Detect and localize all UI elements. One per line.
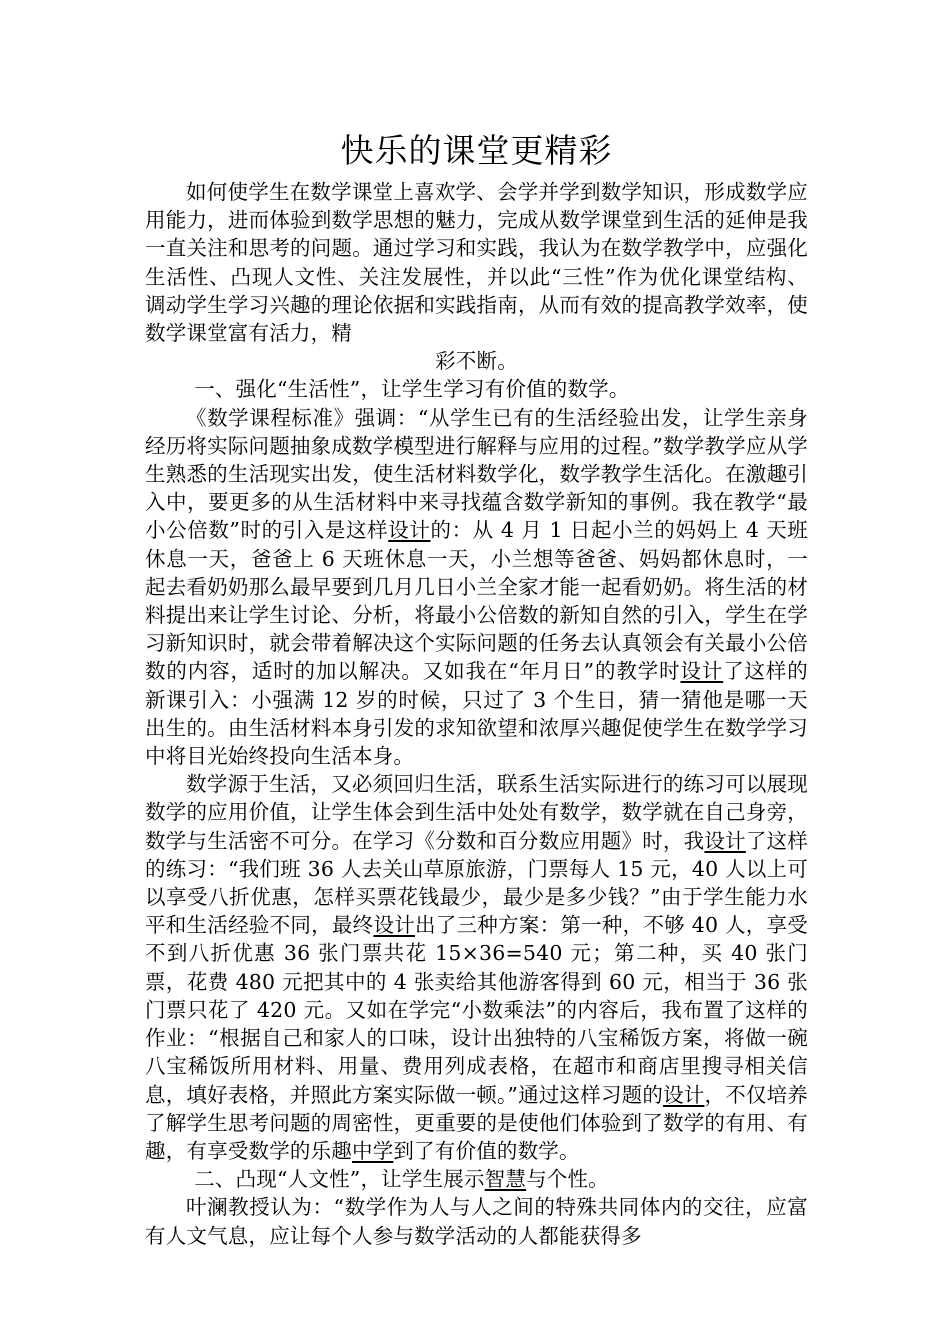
design-link[interactable]: 设计	[680, 659, 724, 684]
section-1-paragraph-2	[145, 770, 808, 1165]
intro-paragraph-tail: 彩不断。	[435, 349, 518, 374]
document-page	[145, 130, 808, 1250]
design-link[interactable]: 设计	[704, 828, 746, 853]
intro-body: 如何使学生在数学课堂上喜欢学、会学并学到数学知识，形成数学应用能力，进而体验到数学思想的魅力，完成从数学课堂到生活的延伸是我一直关注和思考的问题。通过学习和实践，我认为在数学教学中，应强化生活性、凸现人文性、关注发展性，并以此“三性”作为优化课堂结构、调动学生学习兴趣的理论依据和实践指南，从而有效的提高教学效率，使数学课堂富有活力，精	[145, 180, 808, 346]
design-link[interactable]: 设计	[373, 913, 415, 938]
text-run: 二、凸现“人文性”，让学生展示	[194, 1167, 485, 1192]
section-1-heading: 一、强化“生活性”，让学生学习有价值的数学。	[194, 377, 630, 402]
wisdom-link[interactable]: 智慧	[484, 1167, 527, 1192]
text-run: 与个性。	[526, 1167, 609, 1192]
text-run: ，不仅培养了解学生思考问题的周密性，更重要的是使他们体验到了数学的有用、有趣，有享受数学的乐趣	[145, 1082, 809, 1163]
intro-paragraph	[145, 178, 808, 347]
text-run: 了这样的新课引入：小强满 12 岁的时候，只过了 3 个生日，猜一猜他是哪一天出生的。由生活材料本身引发的求知欲望和浓厚兴趣促使学生在数学学习中将目光始终投向生活本身。	[145, 659, 808, 769]
document-title: 快乐的课堂更精彩	[340, 131, 613, 170]
text-run: 了这样的练习：“我们班 36 人去关山草原旅游，门票每人 15 元，40 人以上可以享受八折优惠，怎样买票花钱最少，最少是多少钱？”由于学生能力水平和生活经验不同，最终	[145, 828, 808, 938]
middle-school-link[interactable]: 中学	[352, 1138, 394, 1163]
text-run: 到了有价值的数学。	[393, 1138, 580, 1163]
section-1-paragraph-1	[145, 404, 808, 771]
text-run: 出了三种方案：第一种，不够 40 人，享受不到八折优惠 36 张门票共花 15×36=540 元；第二种，买 40 张门票，花费 480 元把其中的 4 张卖给其他游客得到 60 元，相当于 36 张门票只花了 420 元。又如在学完“小数乘法”的内容后，我布置了这样的作业：“根据自己和家人的口味，设计出独特的八宝稀饭方案，将做一碗八宝稀饭所用材料、用量、费用列成表格，在超市和商店里搜寻相关信息，填好表格，并照此方案实际做一顿。”通过这样习题的	[145, 913, 808, 1107]
design-link[interactable]: 设计	[663, 1082, 705, 1107]
section-2-heading	[145, 1165, 808, 1193]
text-run: 数学源于生活，又必须回归生活，联系生活实际进行的练习可以展现数学的应用价值，让学生体会到生活中处处有数学，数学就在自己身旁，数学与生活密不可分。在学习《分数和百分数应用题》时，我	[145, 772, 808, 853]
text-run: 《数学课程标准》强调：“从学生已有的生活经验出发，让学生亲身经历将实际问题抽象成数学模型进行解释与应用的过程。”数学教学应从学生熟悉的生活现实出发，使生活材料数学化，数学教学生活化。在激趣引入中，要更多的从生活材料中来寻找蕴含数学新知的事例。我在教学“最小公倍数”时的引入是这样	[145, 405, 808, 543]
design-link[interactable]: 设计	[388, 518, 431, 543]
section-2-paragraph-1: 叶澜教授认为：“数学作为人与人之间的特殊共同体内的交往，应富有人文气息，应让每个人参与数学活动的人都能获得多	[145, 1195, 808, 1248]
text-run: 的：从 4 月 1 日起小兰的妈妈上 4 天班休息一天，爸爸上 6 天班休息一天，小兰想等爸爸、妈妈都休息时，一起去看奶奶那么最早要到几月几日小兰全家才能一起看奶奶。将生活的材料提出来让学生讨论、分析，将最小公倍数的新知自然的引入，学生在学习新知识时，就会带着解决这个实际问题的任务去认真领会有关最小公倍数的内容，适时的加以解决。又如我在“年月日”的教学时	[145, 518, 808, 684]
